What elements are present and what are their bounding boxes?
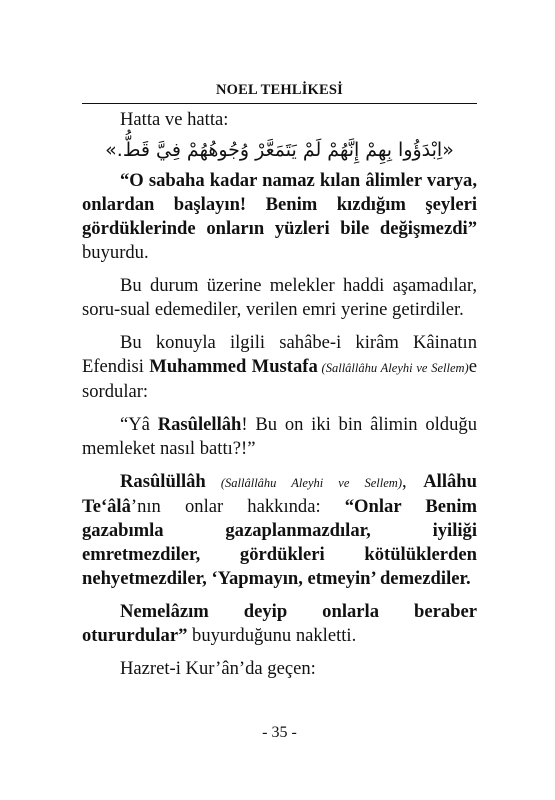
page-number: - 35 -	[262, 724, 297, 741]
angels-text: Bu durum üzerine melekler haddi aşamadılar, soru-sual edemediler, verilen emri yerine getirdiler.	[82, 275, 477, 320]
rasulullah-name: Rasûlüllâh	[120, 471, 206, 492]
paragraph-hadith-order	[82, 169, 477, 265]
allah-name: Allâhu Te‘âlâ	[82, 471, 477, 517]
quran-text: Hazret-i Kur’ân’da geçen:	[120, 658, 316, 679]
salawat-note: (Sallâllâhu Aleyhi ve Sellem)	[317, 361, 469, 375]
arabic-quotation: «اِبْدَؤُوا بِهِمْ إِنَّهُمْ لَمْ يَتَمَعَّرْ وُجُوهُهُمْ فِيَّ قَطُّ.»	[105, 139, 454, 161]
paragraph-companions-ask	[82, 331, 477, 404]
companions-text-b: e sordular:	[82, 356, 477, 402]
paragraph-question	[82, 413, 477, 461]
nemelazim-tail: buyurduğunu nakletti.	[187, 625, 357, 646]
question-text-a: “Yâ	[120, 414, 158, 435]
companions-text-a: Bu konuyla ilgili sahâbe-i kirâm Kâinatın Efendisi	[82, 332, 477, 377]
paragraph-nemelazim	[82, 600, 477, 648]
hadith-quote-bold: “O sabaha kadar namaz kılan âlimler varya, onlardan başlayın! Benim kızdığım şeyleri gördüklerinde onların yüzleri bile değişmezdi”	[82, 170, 477, 239]
paragraph-quran	[82, 657, 477, 681]
salawat-note-2: (Sallâllâhu Aleyhi ve Sellem)	[205, 476, 402, 490]
page-body	[82, 108, 477, 690]
running-header-title: NOEL TEHLİKESİ	[215, 82, 344, 98]
rasulallah-name: Rasûlellâh	[157, 414, 242, 435]
paragraph-answer	[82, 470, 477, 591]
answer-quote-bold: “Onlar Benim gazabımla gazaplanmazdılar, iyiliği emretmezdiler, gördükleri kötülüklerden nehyetmezdiler, ‘Yapmayın, etmeyin’ demezdiler.	[82, 496, 477, 589]
prophet-name: Muhammed Mustafa	[149, 356, 318, 377]
hadith-quote-tail: buyurdu.	[82, 242, 149, 263]
answer-comma: ,	[401, 471, 424, 492]
answer-mid: ’nın onlar hakkında:	[130, 496, 345, 517]
nemelazim-bold: Nemelâzım deyip onlarla beraber otururdular”	[82, 601, 477, 646]
paragraph-angels	[82, 274, 477, 322]
header-rule	[82, 103, 477, 104]
question-text-b: ! Bu on iki bin âlimin olduğu memleket nasıl battı?!”	[82, 414, 477, 459]
intro-text: Hatta ve hatta:	[120, 109, 229, 130]
paragraph-intro	[82, 108, 477, 132]
